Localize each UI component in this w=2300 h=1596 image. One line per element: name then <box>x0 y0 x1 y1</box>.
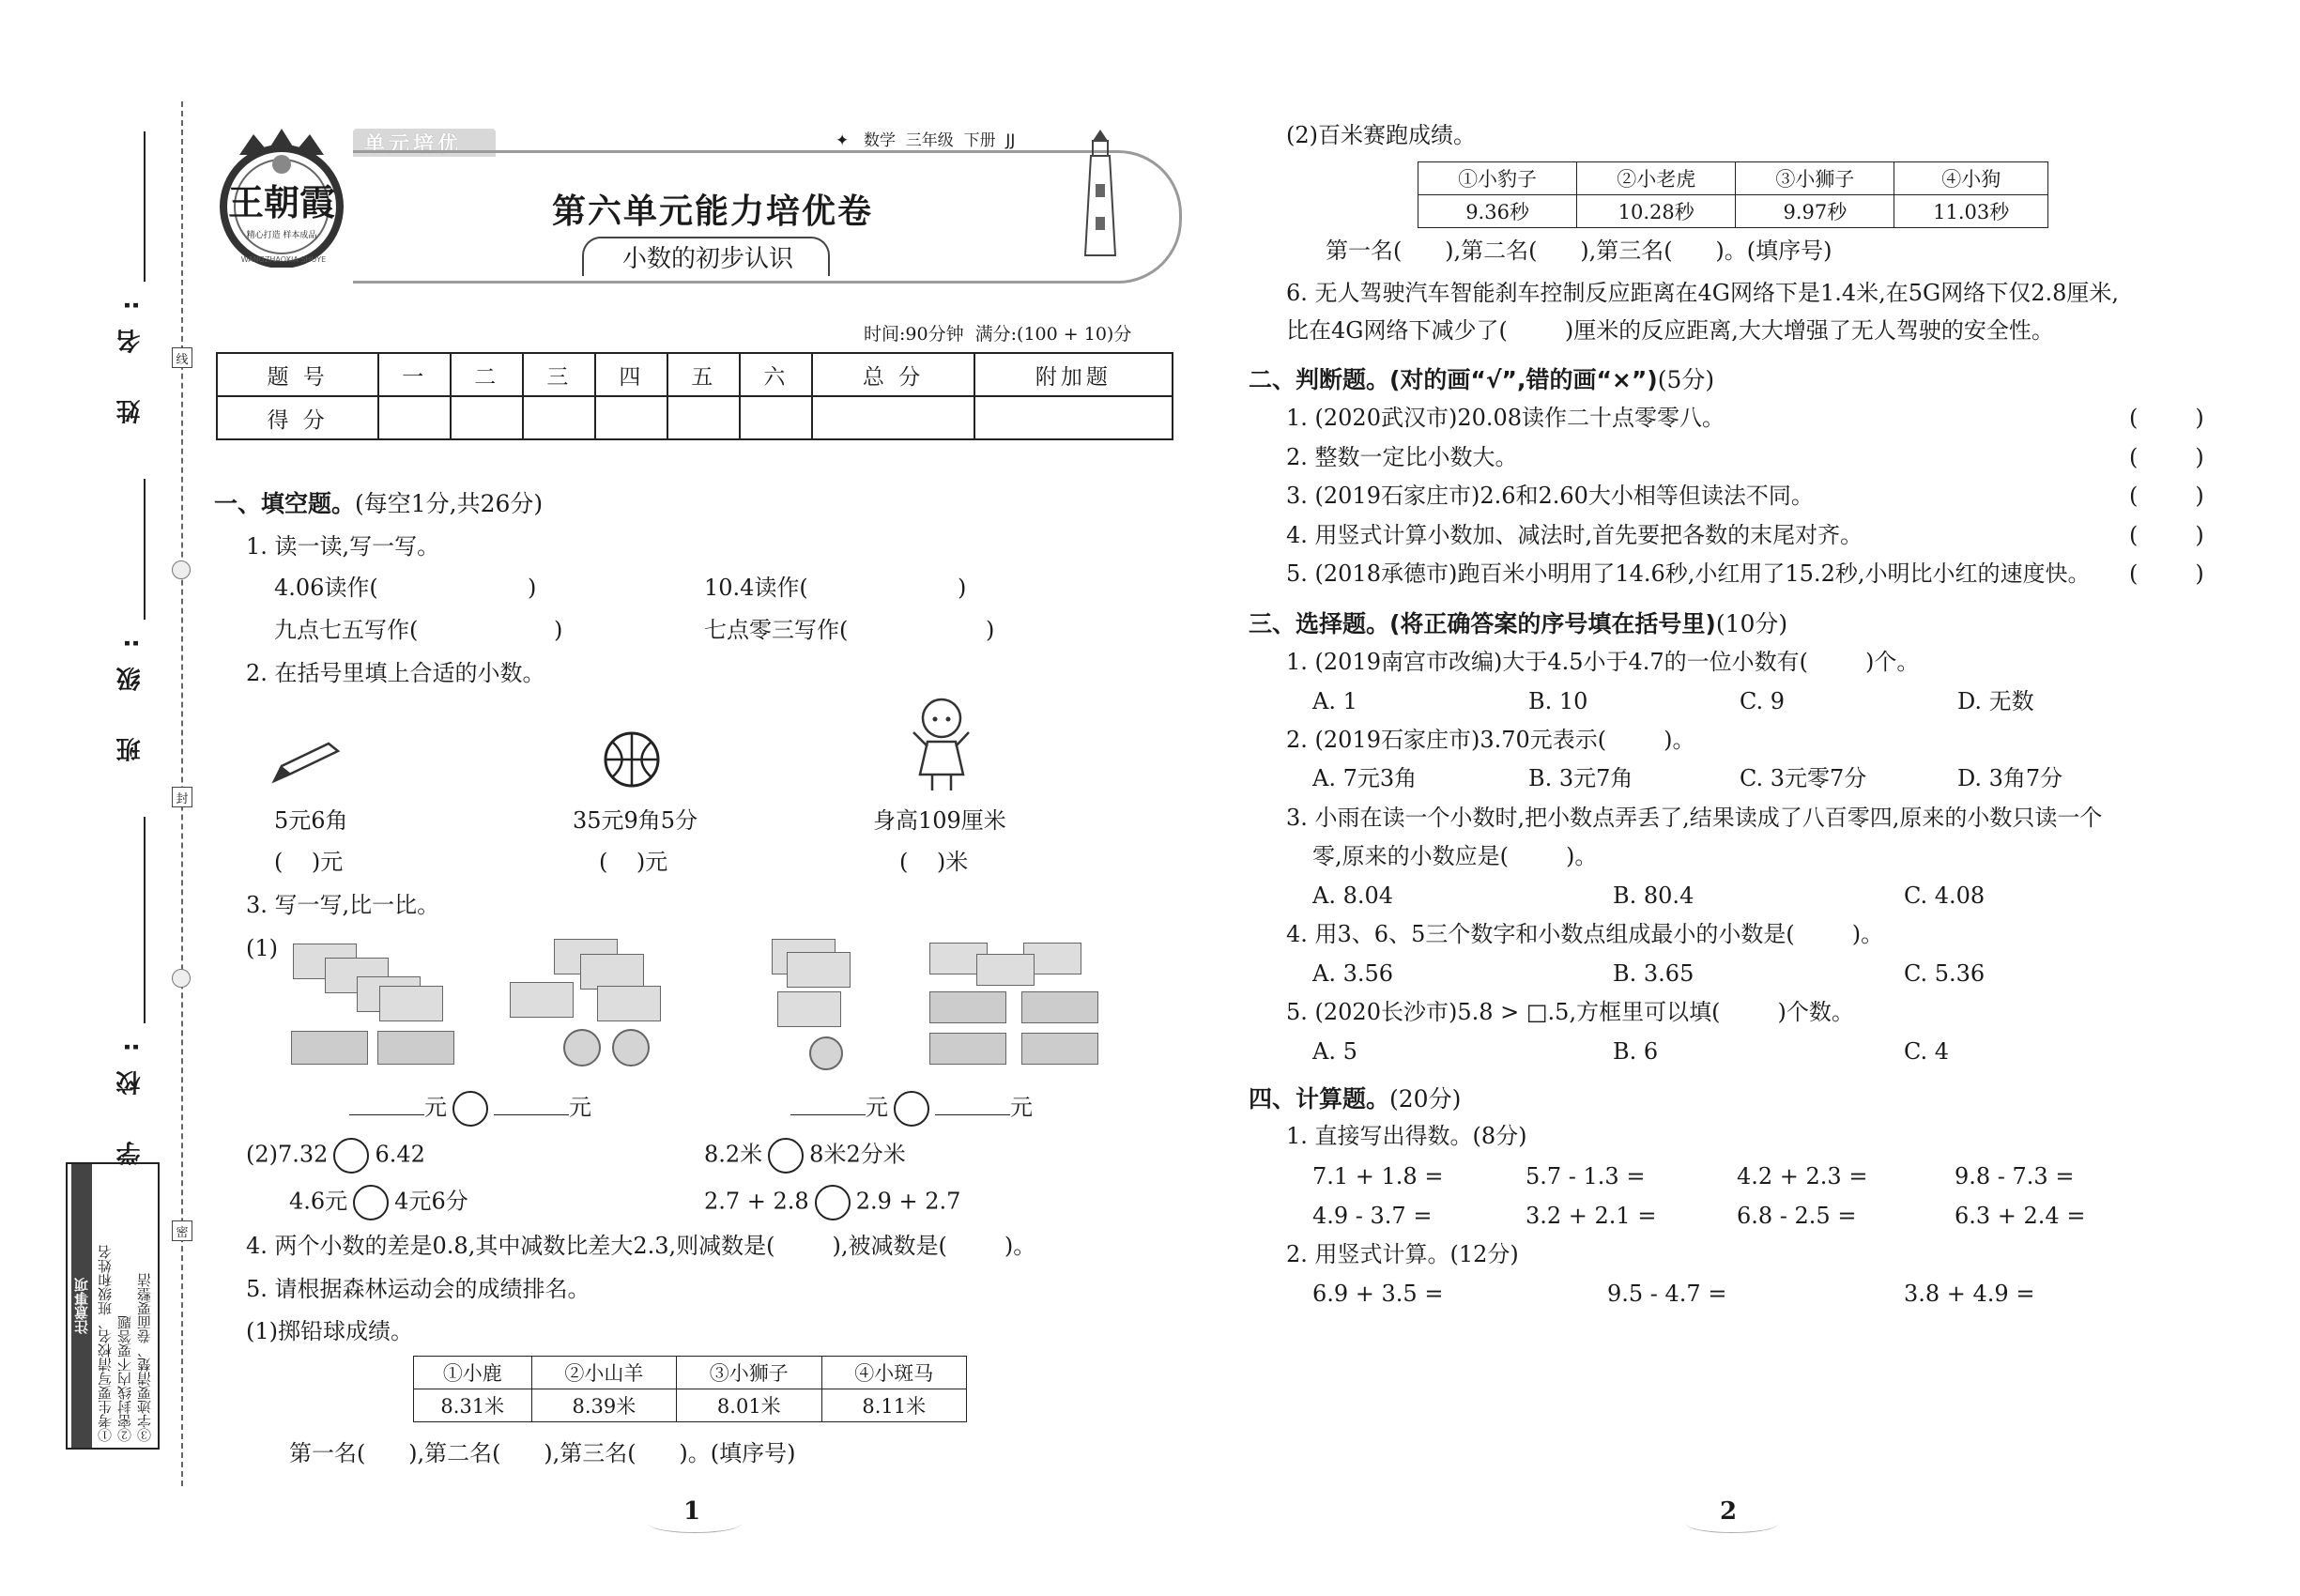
vertical-calc-item[interactable]: 6.9 + 3.5 = <box>1312 1281 1444 1307</box>
q3-2-c <box>289 1185 468 1220</box>
choice-q4: 4. 用3、6、5三个数字和小数点组成最小的小数是( )。 <box>1286 921 1884 947</box>
athlete-score: 11.03秒 <box>1894 195 2048 228</box>
q4-text: 4. 两个小数的差是0.8,其中减数比差大2.3,则减数是( ),被减数是( )。 <box>246 1233 1036 1259</box>
notice-item: ②密封线内不要答题 <box>116 1315 133 1442</box>
section2-note: (5分) <box>1657 366 1715 393</box>
choice-option[interactable]: C. 9 <box>1740 688 1786 714</box>
seal-mark-xian: 线 <box>172 347 192 368</box>
answer-blank[interactable] <box>494 1114 569 1115</box>
school-label: 学 校: <box>116 1023 145 1166</box>
score-row-label: 得 分 <box>217 396 378 439</box>
athlete-score: 9.97秒 <box>1736 195 1894 228</box>
score-input-cell[interactable] <box>451 396 523 439</box>
section3-heading <box>1249 612 1787 636</box>
score-input-cell[interactable] <box>595 396 667 439</box>
wangzhaoxia-logo <box>211 127 352 268</box>
athlete-name: ①小鹿 <box>414 1357 532 1389</box>
banknote-image <box>1021 1033 1098 1065</box>
compare-circle[interactable] <box>452 1091 488 1127</box>
choice-q3-line2: 零,原来的小数应是( )。 <box>1312 843 1598 869</box>
score-header-cell: 总 分 <box>812 353 974 396</box>
athlete-name: ②小老虎 <box>1577 162 1736 195</box>
q6-line2: 比在4G网络下减少了( )厘米的反应距离,大大增强了无人驾驶的安全性。 <box>1286 317 2054 344</box>
banknote-image <box>929 991 1006 1023</box>
banknote-image <box>777 991 841 1027</box>
athlete-score: 10.28秒 <box>1577 195 1736 228</box>
q2-item-answer[interactable]: ( )元 <box>599 849 668 875</box>
notice-box <box>66 1162 160 1450</box>
choice-option[interactable]: B. 3元7角 <box>1528 765 1633 791</box>
choice-option[interactable]: A. 8.04 <box>1312 882 1394 909</box>
section3-title: 三、选择题。(将正确答案的序号填在括号里) <box>1249 610 1716 637</box>
binding-hole-icon <box>172 969 191 988</box>
q5-2-prompt: (2)百米赛跑成绩。 <box>1286 122 1476 148</box>
logo-text: 王朝霞 <box>228 181 336 223</box>
unit-yuan: 元 <box>866 1094 888 1121</box>
calc-item[interactable]: 4.9 - 3.7 = <box>1312 1203 1433 1229</box>
answer-blank[interactable] <box>790 1114 866 1115</box>
sprint-table <box>1418 161 2048 228</box>
choice-q1: 1. (2019南宫市改编)大于4.5小于4.7的一位小数有( )个。 <box>1286 649 1920 675</box>
compare-left: 4.6元 <box>289 1188 348 1215</box>
q1-d-close: ) <box>986 617 995 643</box>
q2-item-answer[interactable]: ( )元 <box>274 849 344 875</box>
choice-option[interactable]: B. 6 <box>1613 1038 1659 1065</box>
compare-right: 2.9 + 2.7 <box>855 1188 961 1215</box>
athlete-score: 8.39米 <box>531 1389 676 1422</box>
score-input-cell[interactable] <box>523 396 595 439</box>
q3-2-b <box>704 1138 906 1174</box>
banknote-image <box>597 986 661 1021</box>
choice-option[interactable]: D. 无数 <box>1957 688 2034 714</box>
choice-option[interactable]: A. 3.56 <box>1312 960 1394 987</box>
choice-option[interactable]: C. 3元零7分 <box>1740 765 1867 791</box>
score-table <box>216 352 1173 440</box>
banknote-image <box>929 1033 1006 1065</box>
q2-item-answer[interactable]: ( )米 <box>899 849 969 875</box>
calc-q1-prompt: 1. 直接写出得数。(8分) <box>1286 1123 1527 1149</box>
banknote-image <box>510 982 574 1018</box>
section2-title: 二、判断题。(对的画“√”,错的画“×”) <box>1249 366 1658 393</box>
basketball-icon <box>603 730 661 789</box>
score-input-cell[interactable] <box>974 396 1173 439</box>
athlete-name: ③小狮子 <box>677 1357 821 1389</box>
judge-answer-paren[interactable]: ( ) <box>2129 483 2204 509</box>
judge-item: 5. (2018承德市)跑百米小明用了14.6秒,小红用了15.2秒,小明比小红的速度快。 <box>1286 560 2091 587</box>
choice-option[interactable]: C. 4 <box>1904 1038 1950 1065</box>
q1-c: 九点七五写作( <box>274 617 419 643</box>
athlete-name: ④小狗 <box>1894 162 2048 195</box>
school-blank-line[interactable] <box>144 817 146 1023</box>
shotput-rank-line[interactable]: 第一名( ),第二名( ),第三名( )。(填序号) <box>289 1440 796 1466</box>
page-number-2: 2 <box>1720 1497 1738 1526</box>
section4-title: 四、计算题。 <box>1249 1085 1390 1113</box>
section1-heading <box>214 492 543 515</box>
lighthouse-icon <box>1081 128 1119 259</box>
compare-right: 4元6分 <box>394 1188 468 1215</box>
q3-2-d <box>704 1185 960 1220</box>
judge-answer-paren[interactable]: ( ) <box>2129 522 2204 548</box>
compare-left: (2)7.32 <box>246 1141 329 1168</box>
vertical-calc-item[interactable]: 3.8 + 4.9 = <box>1904 1281 2035 1307</box>
notice-title: 注意事项 <box>71 1164 92 1448</box>
calc-item[interactable]: 3.2 + 2.1 = <box>1526 1203 1657 1229</box>
calc-q2-prompt: 2. 用竖式计算。(12分) <box>1286 1241 1519 1267</box>
score-header-cell: 三 <box>523 353 595 396</box>
judge-answer-paren[interactable]: ( ) <box>2129 405 2204 431</box>
notice-items <box>96 1170 155 1442</box>
q3-prompt: 3. 写一写,比一比。 <box>246 892 440 918</box>
q6-line1: 6. 无人驾驶汽车智能刹车控制反应距离在4G网络下是1.4米,在5G网络下仅2.8厘米, <box>1286 280 2120 306</box>
q1-b-close: ) <box>958 575 967 601</box>
calc-item[interactable]: 7.1 + 1.8 = <box>1312 1163 1444 1189</box>
compare-circle[interactable] <box>333 1138 369 1174</box>
section2-heading <box>1249 368 1714 391</box>
coin-image <box>563 1029 601 1067</box>
grade-meta: 数学 三年级 下册 JJ <box>864 131 1016 150</box>
seal-mark-mi: 密 <box>172 1220 192 1241</box>
q2-item-label: 身高109厘米 <box>873 807 1006 834</box>
banknote-image <box>377 1031 454 1065</box>
choice-option[interactable]: A. 5 <box>1312 1038 1357 1065</box>
choice-option[interactable]: A. 1 <box>1312 688 1357 714</box>
pen-icon <box>270 738 345 785</box>
vertical-calc-item[interactable]: 9.5 - 4.7 = <box>1607 1281 1727 1307</box>
banknote-image <box>787 952 851 988</box>
logo-motto: 精心打造 样本成品 <box>246 231 317 240</box>
banknote-image <box>976 954 1035 986</box>
q3-1-compare-a <box>349 1091 591 1127</box>
shotput-table <box>413 1356 967 1422</box>
calc-item[interactable]: 9.8 - 7.3 = <box>1955 1163 2075 1189</box>
q1-d: 七点零三写作( <box>704 617 849 643</box>
q3-1-label: (1) <box>246 935 278 961</box>
choice-option[interactable]: A. 7元3角 <box>1312 765 1418 791</box>
q3-1-compare-b <box>790 1091 1033 1127</box>
section4-note: (20分) <box>1389 1085 1462 1113</box>
score-header-cell: 一 <box>378 353 451 396</box>
judge-item: 3. (2019石家庄市)2.6和2.60大小相等但读法不同。 <box>1286 483 1814 509</box>
judge-answer-paren[interactable]: ( ) <box>2129 444 2204 470</box>
section1-note: (每空1分,共26分) <box>355 490 544 517</box>
banknote-image <box>379 986 443 1021</box>
score-input-cell[interactable] <box>740 396 812 439</box>
answer-blank[interactable] <box>935 1114 1010 1115</box>
page-ornament <box>1685 1513 1779 1533</box>
q2-item-label: 5元6角 <box>274 807 348 834</box>
q5-1-prompt: (1)掷铅球成绩。 <box>246 1318 413 1344</box>
compare-right: 6.42 <box>375 1141 425 1168</box>
athlete-score: 8.01米 <box>677 1389 821 1422</box>
unit-yuan: 元 <box>569 1094 591 1121</box>
choice-option[interactable]: B. 3.65 <box>1613 960 1694 987</box>
compare-circle[interactable] <box>768 1138 804 1174</box>
q2-item-label: 35元9角5分 <box>573 807 698 834</box>
banknote-image <box>1021 991 1098 1023</box>
score-input-cell[interactable] <box>378 396 451 439</box>
binding-hole-icon <box>172 560 191 579</box>
q5-prompt: 5. 请根据森林运动会的成绩排名。 <box>246 1276 590 1302</box>
score-header-cell: 题 号 <box>217 353 378 396</box>
athlete-score: 8.31米 <box>414 1389 532 1422</box>
choice-option[interactable]: C. 4.08 <box>1904 882 1986 909</box>
choice-option[interactable]: B. 80.4 <box>1613 882 1694 909</box>
score-header-cell: 四 <box>595 353 667 396</box>
name-label: 姓 名: <box>116 282 145 424</box>
compare-circle[interactable] <box>894 1091 929 1127</box>
section3-note: (10分) <box>1715 610 1788 637</box>
page-number-1: 1 <box>683 1497 701 1526</box>
q1-a: 4.06读作( <box>274 575 378 601</box>
exam-subtitle: 小数的初步认识 <box>622 245 794 273</box>
calc-item[interactable]: 6.8 - 2.5 = <box>1737 1203 1857 1229</box>
choice-q2: 2. (2019石家庄市)3.70元表示( )。 <box>1286 727 1695 753</box>
name-blank-line[interactable] <box>144 131 146 282</box>
score-input-cell[interactable] <box>812 396 974 439</box>
section1-title: 一、填空题。 <box>214 490 356 517</box>
score-header-cell: 二 <box>451 353 523 396</box>
choice-q3-line1: 3. 小雨在读一个小数时,把小数点弄丢了,结果读成了八百零四,原来的小数只读一个 <box>1286 805 2103 831</box>
compare-left: 8.2米 <box>704 1141 763 1168</box>
score-input-cell[interactable] <box>667 396 740 439</box>
score-header-cell: 五 <box>667 353 740 396</box>
notice-item: ①考生要写清校名、班级和姓名 <box>97 1245 114 1442</box>
meta-spark-icon: ✦ <box>836 131 850 150</box>
athlete-score: 9.36秒 <box>1418 195 1577 228</box>
choice-option[interactable]: B. 10 <box>1528 688 1588 714</box>
athlete-name: ①小豹子 <box>1418 162 1577 195</box>
q2-prompt: 2. 在括号里填上合适的小数。 <box>246 660 545 686</box>
sprint-rank-line[interactable]: 第一名( ),第二名( ),第三名( )。(填序号) <box>1326 238 1832 264</box>
choice-q5: 5. (2020长沙市)5.8 > □.5,方框里可以填( )个数。 <box>1286 999 1854 1025</box>
coin-image <box>809 1036 843 1070</box>
judge-item: 4. 用竖式计算小数加、减法时,首先要把各数的末尾对齐。 <box>1286 522 1863 548</box>
class-blank-line[interactable] <box>144 479 146 620</box>
coin-image <box>612 1029 650 1067</box>
compare-circle[interactable] <box>353 1185 389 1220</box>
athlete-name: ②小山羊 <box>531 1357 676 1389</box>
time-score: 时间:90分钟 满分:(100 + 10)分 <box>864 324 1132 345</box>
athlete-score: 8.11米 <box>821 1389 966 1422</box>
q1-b: 10.4读作( <box>704 575 808 601</box>
q1-prompt: 1. 读一读,写一写。 <box>246 533 440 560</box>
answer-blank[interactable] <box>349 1114 424 1115</box>
choice-option[interactable]: C. 5.36 <box>1904 960 1986 987</box>
q1-a-close: ) <box>528 575 537 601</box>
score-header-cell: 六 <box>740 353 812 396</box>
q1-c-close: ) <box>554 617 563 643</box>
judge-item: 1. (2020武汉市)20.08读作二十点零零八。 <box>1286 405 1725 431</box>
exam-title: 第六单元能力培优卷 <box>552 192 874 231</box>
notice-item: ③字迹要清楚、卷面要整洁 <box>136 1273 153 1442</box>
compare-left: 2.7 + 2.8 <box>704 1188 809 1215</box>
unit-yuan: 元 <box>424 1094 447 1121</box>
score-header-cell: 附加题 <box>974 353 1173 396</box>
banknote-image <box>291 1031 368 1065</box>
athlete-name: ④小斑马 <box>821 1357 966 1389</box>
q3-2-a <box>246 1138 425 1174</box>
banknote-image <box>580 954 644 990</box>
calc-item[interactable]: 6.3 + 2.4 = <box>1955 1203 2086 1229</box>
unit-yuan: 元 <box>1010 1094 1033 1121</box>
class-label: 班 级: <box>116 620 145 762</box>
calc-item[interactable]: 4.2 + 2.3 = <box>1737 1163 1868 1189</box>
logo-ring-text: WANGZHAOXIA SHUYE <box>240 255 327 264</box>
unit-tab: 单元培优 <box>353 129 496 157</box>
choice-option[interactable]: D. 3角7分 <box>1957 765 2063 791</box>
calc-item[interactable]: 5.7 - 1.3 = <box>1526 1163 1646 1189</box>
compare-right: 8米2分米 <box>809 1141 906 1168</box>
section4-heading <box>1249 1087 1461 1111</box>
judge-item: 2. 整数一定比小数大。 <box>1286 444 1518 470</box>
athlete-name: ③小狮子 <box>1736 162 1894 195</box>
compare-circle[interactable] <box>815 1185 851 1220</box>
judge-answer-paren[interactable]: ( ) <box>2129 560 2204 587</box>
page-ornament <box>648 1513 742 1533</box>
seal-mark-feng: 封 <box>172 787 192 807</box>
girl-icon <box>909 695 974 793</box>
